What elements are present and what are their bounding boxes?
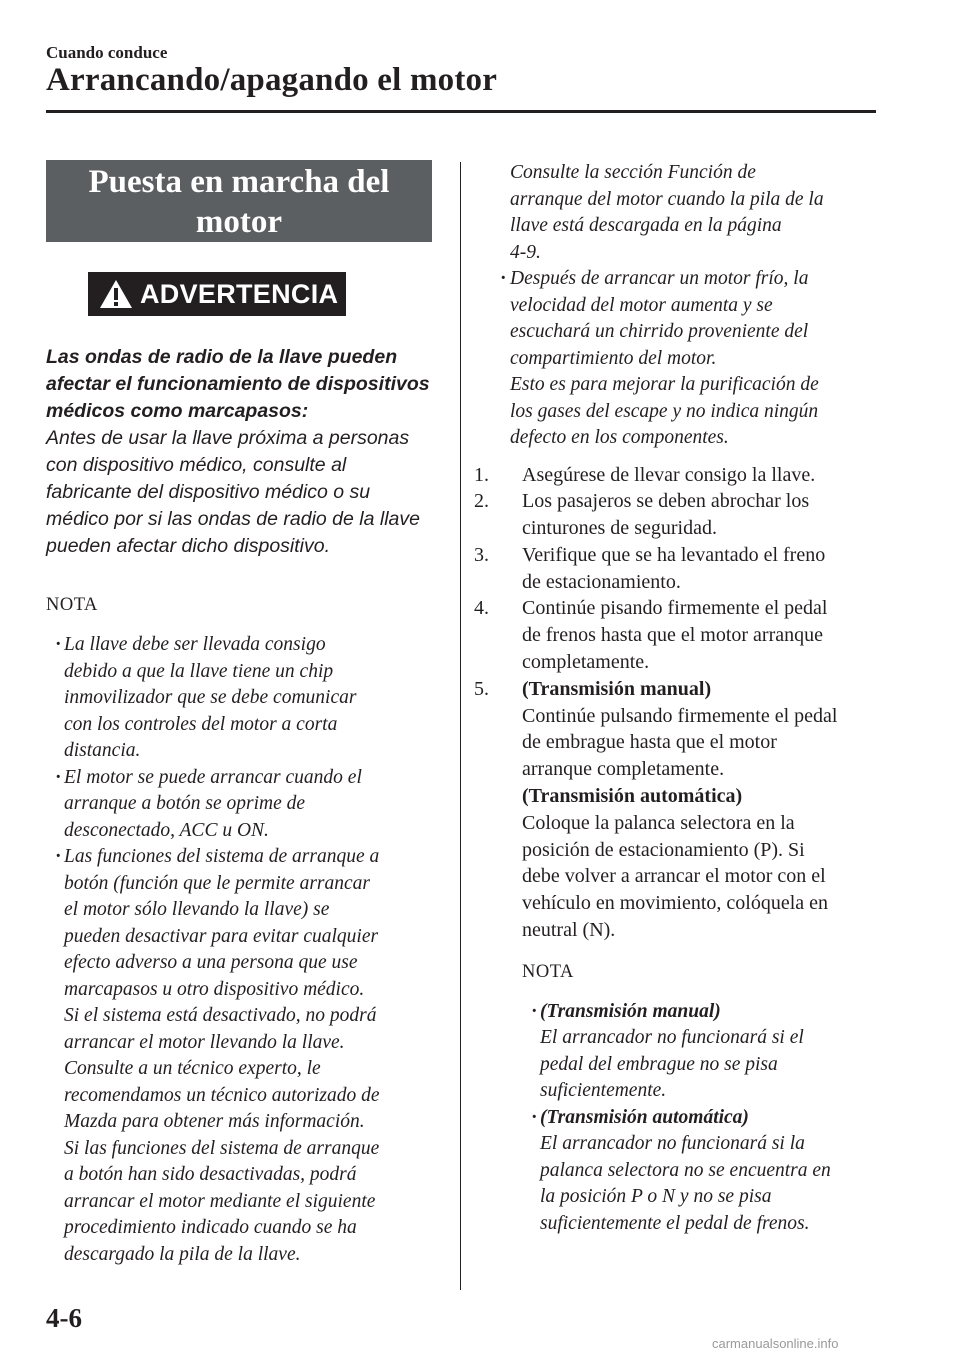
note-line: El arrancador no funcionará si el [540,1027,804,1049]
note-line: descargado la pila de la llave. [64,1243,301,1265]
bullet-icon: · [55,634,62,655]
warning-triangle-icon [98,278,134,310]
note-line: con los controles del motor a corta [64,713,338,735]
note-line: desconectado, ACC u ON. [64,819,269,841]
note-line: Si el sistema está desactivado, no podrá [64,1005,377,1026]
section-heading: Arrancando/apagando el motor [46,62,498,98]
step-subheading: (Transmisión automática) [522,785,743,808]
note-item [474,266,880,452]
chapter-label: Cuando conduce [46,43,168,62]
note-line: Después de arrancar un motor frío, la [510,268,809,289]
warning-badge [88,272,346,316]
bullet-icon: · [500,268,507,289]
step-line: vehículo en movimiento, colóquela en [522,892,829,915]
note-line: Consulte a un técnico experto, le [64,1058,321,1079]
bullet-icon: · [531,1000,538,1022]
right-column [474,160,880,1237]
step-line: arranque completamente. [522,758,725,781]
step-line: Verifique que se ha levantado el freno [522,543,826,566]
warning-heading-line: médicos como marcapasos: [46,400,309,422]
note-line: recomendamos un técnico autorizado de [64,1084,380,1106]
note-line: 4-9. [510,241,541,263]
note-line: pedal del embrague no se pisa [540,1053,778,1075]
note-item [46,844,432,1268]
step-line: Asegúrese de llevar consigo la llave. [522,463,816,486]
step-line: Coloque la palanca selectora en la [522,811,795,834]
warning-text-line: pueden afectar dicho dispositivo. [46,535,331,557]
step-line: completamente. [522,651,650,674]
note-line: botón (función que le permite arrancar [64,872,370,894]
note-line: Esto es para mejorar la purificación de [510,374,819,395]
bullet-icon: · [531,1106,538,1128]
note-item [522,999,880,1105]
step-item [474,595,880,675]
step-number: 3. [474,543,489,566]
bullet-icon: · [55,846,62,867]
column-divider [460,162,461,1290]
warning-body [46,344,432,560]
step-line: Continúe pisando firmemente el pedal [522,597,828,620]
warning-text-line: fabricante del dispositivo médico o su [46,481,371,503]
nota-label: NOTA [522,961,574,982]
note-line: defecto en los componentes. [510,427,729,448]
note-line: arranque a botón se oprime de [64,793,306,814]
step-number: 2. [474,490,489,513]
note-line: los gases del escape y no indica ningún [510,400,819,422]
right-notes [474,999,880,1238]
note-line: arrancar el motor llevando la llave. [64,1031,345,1053]
step-number: 1. [474,463,489,486]
bullet-icon: · [55,766,62,788]
warning-text-line: Antes de usar la llave próxima a personas [46,427,410,449]
note-line: La llave debe ser llevada consigo [64,634,326,655]
step-line: Los pasajeros se deben abrochar los [522,490,810,513]
section-title-box [46,160,432,242]
note-line: efecto adverso a una persona que use [64,952,358,973]
step-item [474,676,880,944]
note-line: distancia. [64,740,141,761]
step-line: de estacionamiento. [522,570,681,593]
note-line: procedimiento indicado cuando se ha [64,1217,357,1238]
procedure-steps [474,462,880,944]
step-line: de embrague hasta que el motor [522,731,777,754]
note-line: palanca selectora no se encuentra en [540,1159,831,1181]
warning-label: ADVERTENCIA [140,278,339,309]
note-line: debido a que la llave tiene un chip [64,660,334,682]
note-line: Si las funciones del sistema de arranque [64,1137,380,1159]
note-line: El motor se puede arrancar cuando el [64,766,362,788]
note-line: el motor sólo llevando la llave) se [64,899,330,920]
step-item [474,488,880,542]
section-title-line2: motor [195,204,283,240]
note-item [522,1105,880,1238]
warning-heading-line: Las ondas de radio de la llave pueden [46,346,398,368]
note-line: Mazda para obtener más información. [64,1111,365,1132]
step-line: de frenos hasta que el motor arranque [522,624,823,647]
note-line: pueden desactivar para evitar cualquier [64,925,379,947]
right-notes-continued [474,160,880,452]
header-rule [46,110,876,113]
note-line: la posición P o N y no se pisa [540,1186,772,1208]
note-line: llave está descargada en la página [510,215,782,236]
step-number: 5. [474,677,489,700]
warning-heading-line: afectar el funcionamiento de dispositivos [46,373,430,395]
left-notes [46,632,432,1268]
step-line: debe volver a arrancar el motor con el [522,865,826,888]
note-line: escuchará un chirrido proveniente del [510,321,809,342]
warning-text-line: médico por si las ondas de radio de la llave [46,508,420,530]
note-line: inmovilizador que se debe comunicar [64,687,357,708]
step-line: cinturones de seguridad. [522,517,717,540]
note-line: velocidad del motor aumenta y se [510,294,773,316]
note-line: compartimiento del motor. [510,347,717,369]
note-heading: (Transmisión manual) [540,1000,721,1022]
step-number: 4. [474,597,489,620]
note-heading: (Transmisión automática) [540,1106,749,1128]
note-line: Consulte la sección Función de [510,162,756,183]
note-line: suficientemente. [540,1080,667,1102]
warning-text-line: con dispositivo médico, consulte al [46,454,347,476]
note-line: El arrancador no funcionará si la [540,1133,805,1155]
note-line: arranque del motor cuando la pila de la [510,188,824,210]
note-line: marcapasos u otro dispositivo médico. [64,978,365,1000]
section-title-line1: Puesta en marcha del [88,164,390,200]
page-number: 4-6 [46,1303,82,1333]
step-line: posición de estacionamiento (P). Si [522,838,805,861]
step-subheading: (Transmisión manual) [522,677,712,700]
nota-label: NOTA [46,595,98,615]
left-column [46,160,432,1268]
step-item [474,462,880,489]
warning-badge-wrap [88,272,432,316]
note-item [46,632,432,765]
step-line: neutral (N). [522,919,616,942]
note-item-continued [474,160,880,266]
note-line: arrancar el motor mediante el siguiente [64,1190,376,1212]
step-line: Continúe pulsando firmemente el pedal [522,704,838,727]
note-line: Las funciones del sistema de arranque a [64,846,380,867]
note-item [46,765,432,845]
note-line: a botón han sido desactivadas, podrá [64,1164,357,1185]
watermark[interactable]: carmanualsonline.info [712,1336,839,1351]
note-line: suficientemente el pedal de frenos. [540,1212,810,1234]
step-item [474,542,880,596]
